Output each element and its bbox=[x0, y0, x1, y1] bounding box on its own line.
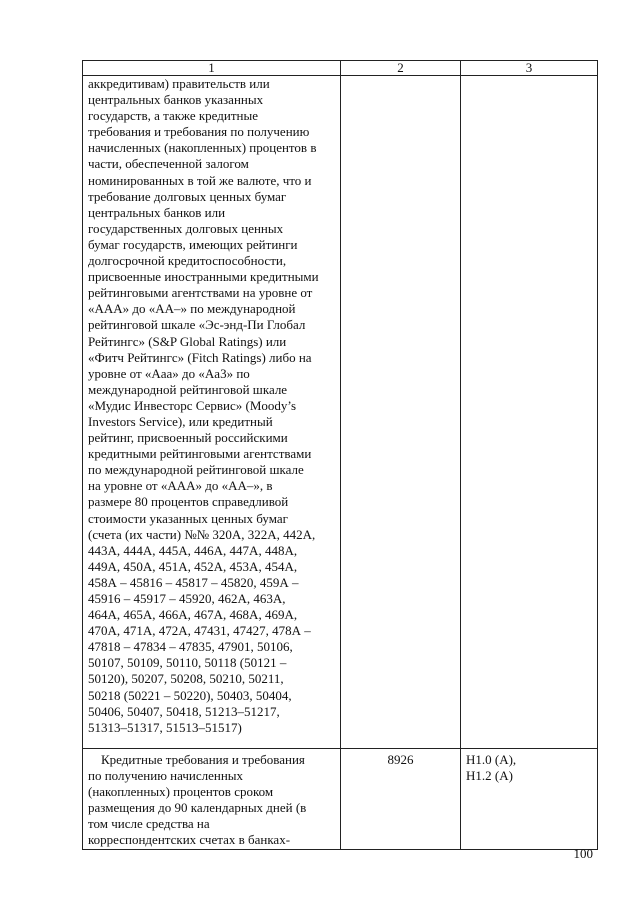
description-line: «ААА» до «АА–» по международной bbox=[88, 301, 296, 317]
table-row bbox=[83, 76, 598, 749]
description-cell bbox=[83, 76, 341, 749]
description-line: по получению начисленных bbox=[88, 768, 244, 784]
description-line: размещения до 90 календарных дней (в bbox=[88, 800, 307, 816]
description-line: 470А, 471А, 472А, 47431, 47427, 478А – bbox=[88, 623, 311, 639]
rule-line: Н1.2 (А) bbox=[466, 768, 513, 784]
column-header-1: 1 bbox=[83, 61, 341, 76]
description-line: части, обеспеченной залогом bbox=[88, 156, 249, 172]
table-row bbox=[83, 749, 598, 850]
page-number: 100 bbox=[573, 846, 593, 861]
description-line: кредитными рейтинговыми агентствами bbox=[88, 446, 312, 462]
description-line: номинированных в той же валюте, что и bbox=[88, 172, 312, 188]
description-line: требование долговых ценных бумаг bbox=[88, 188, 287, 204]
description-line: 47818 – 47834 – 47835, 47901, 50106, bbox=[88, 639, 293, 655]
column-header-3: 3 bbox=[461, 61, 598, 76]
description-line: 464А, 465А, 466А, 467А, 468А, 469А, bbox=[88, 607, 298, 623]
description-line: стоимости указанных ценных бумаг bbox=[88, 510, 288, 526]
description-line: присвоенные иностранными кредитными bbox=[88, 269, 319, 285]
description-line: государственных долговых ценных bbox=[88, 220, 284, 236]
description-line: центральных банков или bbox=[88, 204, 226, 220]
description-line: международной рейтинговой шкале bbox=[88, 381, 288, 397]
description-line: рейтинговыми агентствами на уровне от bbox=[88, 285, 313, 301]
description-line: аккредитивам) правительств или bbox=[88, 76, 270, 91]
description-line: на уровне от «ААА» до «АА–», в bbox=[88, 478, 273, 494]
description-line: 50120), 50207, 50208, 50210, 50211, bbox=[88, 671, 284, 687]
code-cell bbox=[341, 76, 461, 749]
description-line: 449А, 450А, 451А, 452А, 453А, 454А, bbox=[88, 558, 298, 574]
column-number-row bbox=[83, 61, 598, 76]
description-line: требования и требования по получению bbox=[88, 124, 310, 140]
description-line: размере 80 процентов справедливой bbox=[88, 494, 289, 510]
description-line: 458А – 45816 – 45817 – 45820, 459А – bbox=[88, 574, 299, 590]
description-line: рейтинг, присвоенный российскими bbox=[88, 430, 288, 446]
description-cell bbox=[83, 749, 341, 850]
description-line: Investors Service), или кредитный bbox=[88, 413, 273, 429]
description-line: 51313–51317, 51513–51517) bbox=[88, 719, 242, 735]
description-line: Рейтингс» (S&P Global Ratings) или bbox=[88, 333, 287, 349]
rules-cell bbox=[461, 76, 598, 749]
description-line: том числе средства на bbox=[88, 816, 210, 832]
description-line: по международной рейтинговой шкале bbox=[88, 462, 304, 478]
description-line: государств, а также кредитные bbox=[88, 108, 258, 124]
description-line: бумаг государств, имеющих рейтинги bbox=[88, 236, 298, 252]
description-line: (накопленных) процентов сроком bbox=[88, 784, 274, 800]
column-header-2: 2 bbox=[341, 61, 461, 76]
description-line: корреспондентских счетах в банках- bbox=[88, 832, 291, 848]
description-line: центральных банков указанных bbox=[88, 92, 264, 108]
description-line: рейтинговой шкале «Эс-энд-Пи Глобал bbox=[88, 317, 306, 333]
description-line: 443А, 444А, 445А, 446А, 447А, 448А, bbox=[88, 542, 298, 558]
description-line: Кредитные требования и требования bbox=[101, 752, 305, 767]
description-line: 45916 – 45917 – 45920, 462А, 463А, bbox=[88, 591, 286, 606]
description-line: долгосрочной кредитоспособности, bbox=[88, 253, 287, 269]
description-line: «Фитч Рейтингс» (Fitch Ratings) либо на bbox=[88, 349, 312, 365]
description-line: «Мудис Инвесторс Сервис» (Moody’s bbox=[88, 397, 297, 413]
description-line: 50406, 50407, 50418, 51213–51217, bbox=[88, 703, 280, 719]
description-line: (счета (их части) №№ 320А, 322А, 442А, bbox=[88, 526, 316, 542]
description-line: начисленных (накопленных) процентов в bbox=[88, 140, 317, 156]
description-line: 50107, 50109, 50110, 50118 (50121 – bbox=[88, 655, 287, 671]
regulation-table bbox=[82, 60, 598, 850]
code-cell: 8926 bbox=[341, 749, 461, 850]
rules-cell bbox=[461, 749, 598, 850]
description-line: уровне от «Aaa» до «Aa3» по bbox=[88, 365, 250, 381]
description-line: 50218 (50221 – 50220), 50403, 50404, bbox=[88, 687, 292, 703]
rule-line: Н1.0 (А), bbox=[466, 752, 517, 767]
